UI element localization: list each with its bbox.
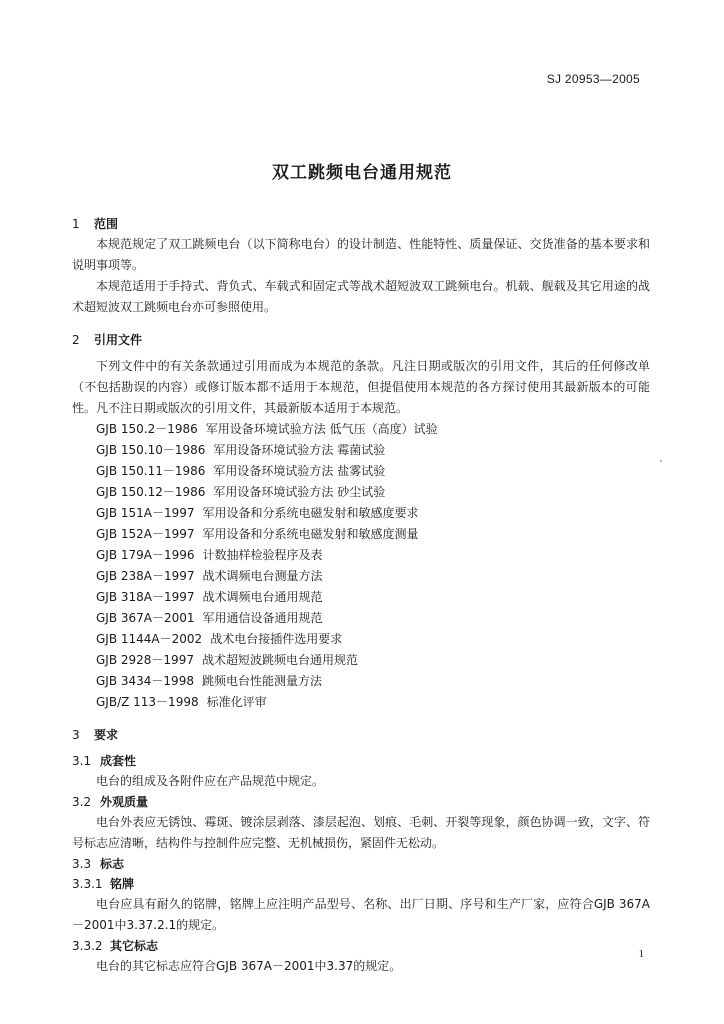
- section-number: 3.1: [72, 754, 92, 768]
- reference-code: GJB 150.11－1986: [96, 464, 206, 478]
- section-title: 外观质量: [100, 795, 149, 809]
- reference-code: GJB 318A－1997: [96, 590, 195, 604]
- reference-name: 军用通信设备通用规范: [202, 611, 323, 625]
- reference-item: [96, 440, 650, 461]
- reference-item: [96, 566, 650, 587]
- section-3-3-1-text: 电台应具有耐久的铭牌，铭牌上应注明产品型号、名称、出厂日期、序号和生产厂家，应符合GJB 367A－2001中3.37.2.1的规定。: [72, 897, 650, 932]
- reference-code: GJB 151A－1997: [96, 506, 195, 520]
- reference-code: GJB 150.10－1986: [96, 443, 206, 457]
- reference-item: [96, 482, 650, 503]
- reference-name: 战术电台接插件选用要求: [210, 632, 343, 646]
- section-title: 引用文件: [94, 333, 143, 347]
- document-body: [72, 214, 650, 977]
- section-title: 成套性: [100, 754, 137, 768]
- section-number: 3.3.2: [72, 939, 103, 953]
- section-number: 2: [72, 333, 80, 347]
- reference-item: [96, 692, 650, 713]
- reference-name: 军用设备和分系统电磁发射和敏感度要求: [202, 506, 419, 520]
- reference-item: [96, 503, 650, 524]
- section-3-1-text: 电台的组成及各附件应在产品规范中规定。: [96, 774, 325, 788]
- reference-code: GJB 3434－1998: [96, 674, 194, 688]
- section-3-heading: [72, 725, 650, 745]
- section-number: 3.3: [72, 857, 92, 871]
- document-title: 双工跳频电台通用规范: [272, 163, 452, 183]
- section-2-heading: [72, 330, 650, 350]
- reference-name: 战术超短波跳频电台通用规范: [201, 653, 358, 667]
- reference-name: 计数抽样检验程序及表: [202, 548, 323, 562]
- reference-code: GJB 2928－1997: [96, 653, 194, 667]
- section-title: 铭牌: [110, 877, 135, 891]
- reference-name: 战术调频电台测量方法: [202, 569, 323, 583]
- reference-code: GJB 179A－1996: [96, 548, 195, 562]
- reference-name: 战术调频电台通用规范: [202, 590, 323, 604]
- section-title: 其它标志: [110, 939, 159, 953]
- section-3-2-text: 电台外表应无锈蚀、霉斑、镀涂层剥落、漆层起泡、划痕、毛刺、开裂等现象，颜色协调一致，文字、符号标志应清晰，结构件与控制件应完整、无机械损伤，紧固件无松动。: [72, 815, 650, 850]
- reference-list: [72, 419, 650, 713]
- section-3-1-heading: [72, 751, 650, 771]
- reference-item: [96, 671, 650, 692]
- standard-code: SJ 20953—2005: [546, 72, 640, 86]
- reference-name: 跳频电台性能测量方法: [201, 674, 322, 688]
- section-number: 3: [72, 728, 80, 742]
- reference-code: GJB 367A－2001: [96, 611, 195, 625]
- section-title: 范围: [94, 217, 119, 231]
- reference-name: 军用设备和分系统电磁发射和敏感度测量: [202, 527, 419, 541]
- section-3-3-heading: [72, 854, 650, 874]
- section-2-intro: 下列文件中的有关条款通过引用而成为本规范的条款。凡注日期或版次的引用文件，其后的任何修改单（不包括勘误的内容）或修订版本都不适用于本规范，但提倡使用本规范的各方探讨使用其最新版本的可能性。凡不注日期或版次的引用文件，其最新版本适用于本规范。: [72, 359, 650, 415]
- reference-name: 军用设备环境试验方法 霉菌试验: [213, 443, 386, 457]
- reference-code: GJB/Z 113－1998: [96, 695, 199, 709]
- section-3-3-1-heading: [72, 874, 650, 894]
- reference-code: GJB 150.12－1986: [96, 485, 206, 499]
- reference-name: 军用设备环境试验方法 砂尘试验: [213, 485, 386, 499]
- reference-name: 标准化评审: [206, 695, 267, 709]
- reference-item: [96, 419, 650, 440]
- reference-item: [96, 629, 650, 650]
- section-number: 3.2: [72, 795, 92, 809]
- reference-code: GJB 238A－1997: [96, 569, 195, 583]
- section-1-heading: [72, 214, 650, 234]
- page-number: 1: [638, 948, 644, 960]
- reference-code: GJB 152A－1997: [96, 527, 195, 541]
- section-number: 1: [72, 217, 80, 231]
- reference-item: [96, 587, 650, 608]
- section-3-3-2-heading: [72, 936, 650, 956]
- reference-code: GJB 150.2－1986: [96, 422, 198, 436]
- reference-item: [96, 608, 650, 629]
- reference-name: 军用设备环境试验方法 低气压（高度）试验: [205, 422, 438, 436]
- reference-item: [96, 650, 650, 671]
- reference-name: 军用设备环境试验方法 盐雾试验: [213, 464, 386, 478]
- reference-item: [96, 461, 650, 482]
- scan-speck: [660, 460, 662, 462]
- reference-code: GJB 1144A－2002: [96, 632, 203, 646]
- section-3-2-heading: [72, 792, 650, 812]
- section-number: 3.3.1: [72, 877, 103, 891]
- section-1-paragraph: 本规范规定了双工跳频电台（以下简称电台）的设计制造、性能特性、质量保证、交货准备的基本要求和说明事项等。: [72, 237, 650, 272]
- section-title: 要求: [94, 728, 119, 742]
- reference-item: [96, 524, 650, 545]
- section-3-3-2-text: 电台的其它标志应符合GJB 367A－2001中3.37的规定。: [96, 959, 402, 973]
- reference-item: [96, 545, 650, 566]
- section-1-paragraph: 本规范适用于手持式、背负式、车载式和固定式等战术超短波双工跳频电台。机载、舰载及其它用途的战术超短波双工跳频电台亦可参照使用。: [72, 279, 650, 314]
- section-title: 标志: [100, 857, 125, 871]
